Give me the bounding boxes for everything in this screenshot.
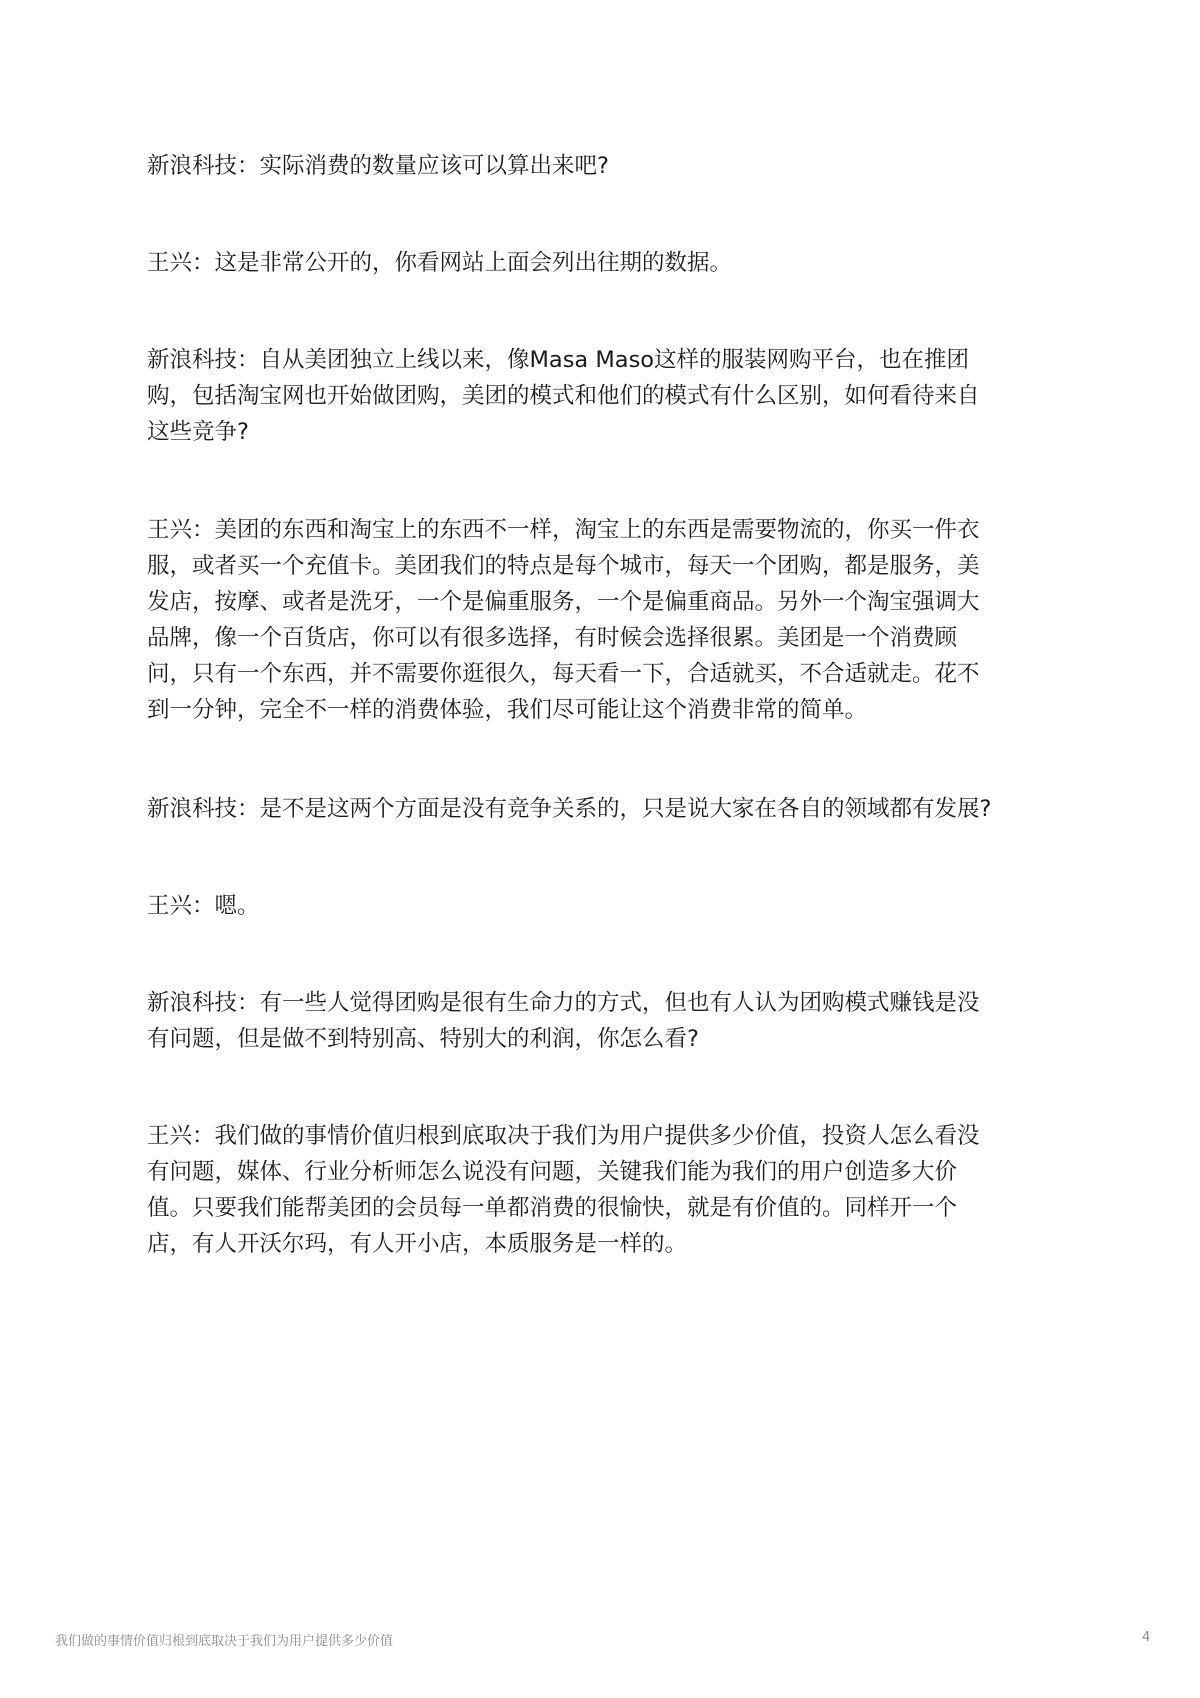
- text-line: 新浪科技：实际消费的数量应该可以算出来吧?: [147, 153, 609, 179]
- text-line: 新浪科技：有一些人觉得团购是很有生命力的方式，但也有人认为团购模式赚钱是没: [147, 990, 980, 1016]
- footer-title: 我们做的事情价值归根到底取决于我们为用户提供多少价值: [55, 1634, 394, 1649]
- paragraph-answer: [147, 888, 1067, 924]
- text-line: 问，只有一个东西，并不需要你逛很久，每天看一下，合适就买，不合适就走。花不: [147, 661, 980, 687]
- paragraph-answer: [147, 512, 1067, 728]
- paragraph-question: [147, 148, 1067, 184]
- paragraph-answer: [147, 1118, 1067, 1262]
- paragraph-question: [147, 985, 1067, 1057]
- text-line: 值。只要我们能帮美团的会员每一单都消费的很愉快，就是有价值的。同样开一个: [147, 1195, 958, 1221]
- text-line: 新浪科技：是不是这两个方面是没有竞争关系的，只是说大家在各自的领域都有发展?: [147, 796, 992, 822]
- paragraph-question: [147, 342, 1067, 450]
- text-line: 发店，按摩、或者是洗牙，一个是偏重服务，一个是偏重商品。另外一个淘宝强调大: [147, 589, 980, 615]
- text-line: 服，或者买一个充值卡。美团我们的特点是每个城市，每天一个团购，都是服务，美: [147, 553, 980, 579]
- text-line: 购，包括淘宝网也开始做团购，美团的模式和他们的模式有什么区别，如何看待来自: [147, 383, 980, 409]
- text-line: 王兴：我们做的事情价值归根到底取决于我们为用户提供多少价值，投资人怎么看没: [147, 1123, 980, 1149]
- text-line: 到一分钟，完全不一样的消费体验，我们尽可能让这个消费非常的简单。: [147, 697, 868, 723]
- paragraph-answer: [147, 245, 1067, 281]
- text-line: 品牌，像一个百货店，你可以有很多选择，有时候会选择很累。美团是一个消费顾: [147, 625, 958, 651]
- text-line: 王兴：美团的东西和淘宝上的东西不一样，淘宝上的东西是需要物流的，你买一件衣: [147, 517, 980, 543]
- text-line: 新浪科技：自从美团独立上线以来，像Masa Maso这样的服装网购平台，也在推团: [147, 347, 970, 373]
- text-line: 有问题，媒体、行业分析师怎么说没有问题，关键我们能为我们的用户创造多大价: [147, 1159, 958, 1185]
- paragraph-question: [147, 791, 1067, 827]
- text-line: 王兴：这是非常公开的，你看网站上面会列出往期的数据。: [147, 250, 733, 276]
- text-line: 这些竞争?: [147, 419, 249, 445]
- text-line: 店，有人开沃尔玛，有人开小店，本质服务是一样的。: [147, 1231, 688, 1257]
- page-number: 4: [1142, 1630, 1151, 1645]
- text-line: 王兴：嗯。: [147, 893, 260, 919]
- text-line: 有问题，但是做不到特别高、特别大的利润，你怎么看?: [147, 1026, 699, 1052]
